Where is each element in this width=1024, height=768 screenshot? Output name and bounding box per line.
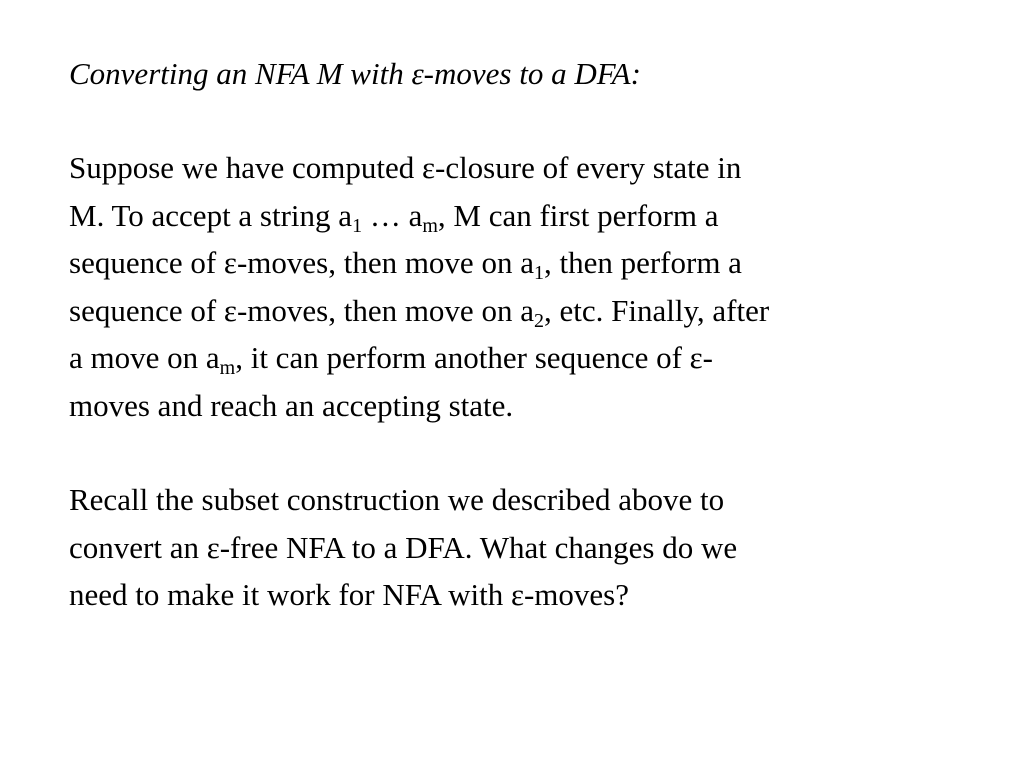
- text-run: M. To accept a string a: [69, 197, 353, 233]
- text-run: , M can first perform a: [437, 197, 719, 233]
- paragraph-1: [69, 144, 979, 429]
- text-run: sequence of ε-moves, then move on a: [69, 292, 534, 328]
- text-line: [69, 524, 979, 572]
- slide-title: Converting an NFA M with ε-moves to a DFA:: [69, 56, 641, 91]
- text-run: Recall the subset construction we described above to: [69, 482, 725, 517]
- text-run: , etc. Finally, after: [543, 292, 770, 328]
- text-line: [69, 144, 979, 192]
- text-line: [69, 287, 979, 335]
- text-run: , it can perform another sequence of ε-: [235, 340, 714, 375]
- text-run: sequence of ε-moves, then move on a: [69, 245, 534, 280]
- text-run: , then perform a: [543, 245, 742, 280]
- subscript: m: [422, 214, 438, 237]
- subscript: 1: [352, 214, 363, 237]
- text-line: [69, 571, 979, 619]
- text-run: Suppose we have computed ε-closure of every state in: [69, 150, 742, 185]
- text-run: convert an ε-free NFA to a DFA. What changes do we: [69, 529, 738, 565]
- text-run: a move on a: [69, 340, 220, 375]
- subscript: m: [219, 357, 236, 379]
- text-line: [69, 239, 979, 287]
- slide-content: [69, 50, 979, 666]
- text-line: [69, 476, 979, 524]
- text-line: [69, 192, 979, 240]
- text-run: need to make it work for NFA with ε-moves?: [69, 577, 629, 612]
- text-line: [69, 382, 979, 430]
- text-line: [69, 334, 979, 382]
- subscript: 1: [533, 262, 544, 284]
- paragraph-2: [69, 476, 979, 619]
- subscript: 2: [533, 309, 544, 332]
- text-run: … a: [362, 197, 423, 233]
- text-run: moves and reach an accepting state.: [69, 387, 514, 423]
